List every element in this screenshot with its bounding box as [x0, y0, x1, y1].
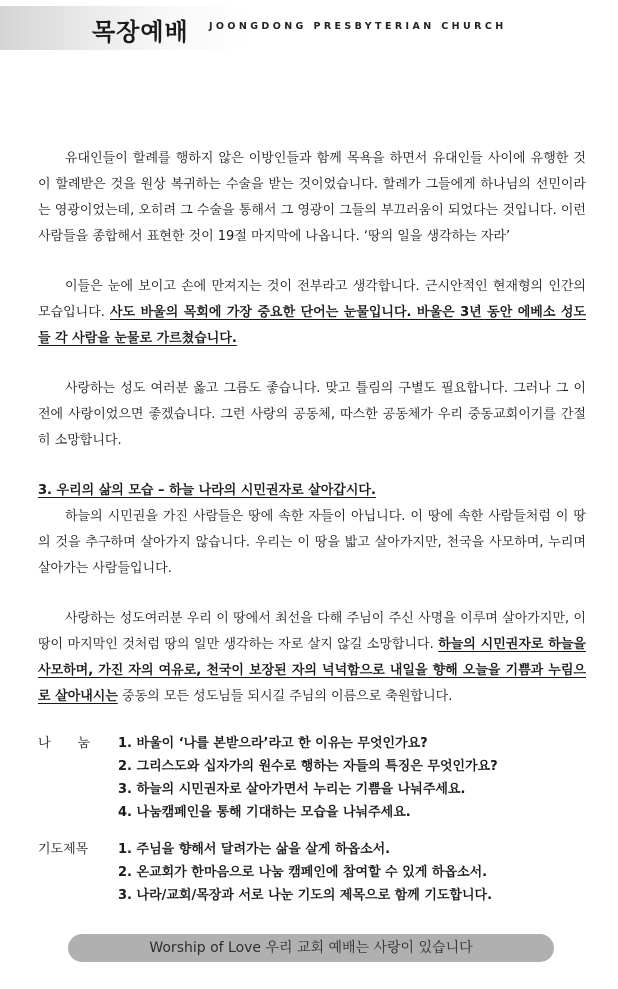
sharing-list	[118, 732, 598, 824]
paragraph-5-tail: 중동의 모든 성도님들 되시길 주님의 이름으로 축원합니다.	[117, 689, 453, 704]
prayer-list	[118, 838, 598, 907]
sharing-item: 3. 하늘의 시민권자로 살아가면서 누리는 기쁨을 나눠주세요.	[118, 782, 466, 797]
sharing-section	[38, 732, 598, 824]
paragraph-5	[38, 606, 586, 710]
prayer-label: 기도제목	[38, 842, 89, 857]
paragraph-2-emphasis: 사도 바울의 목회에 가장 중요한 단어는 눈물입니다. 바울은 3년 동안 에베소 성도들 각 사람을 눈물로 가르쳤습니다.	[38, 305, 586, 346]
paragraph-2	[38, 274, 586, 352]
sharing-item: 1. 바울이 ‘나를 본받으라’라고 한 이유는 무엇인가요?	[118, 736, 428, 751]
sharing-item: 4. 나눔캠페인을 통해 기대하는 모습을 나눠주세요.	[118, 805, 411, 820]
header-subtitle: JOONGDONG PRESBYTERIAN CHURCH	[209, 21, 507, 32]
prayer-section	[38, 838, 598, 907]
sharing-item: 2. 그리스도와 십자가의 원수로 행하는 자들의 특징은 무엇인가요?	[118, 759, 498, 774]
paragraph-5-text: 사랑하는 성도여러분 우리 이 땅에서 최선을 다해 주님이 주신 사명을 이루며 살아가지만, 이 땅이 마지막인 것처럼 땅의 일만 생각하는 자로 살지 않길 소망합니다.	[38, 611, 586, 652]
paragraph-5-emphasis: 하늘의 시민권자로 하늘을 사모하며, 가진 자의 여유로, 천국이 보장된 자의 넉넉함으로 내일을 향해 오늘을 기쁨과 누림으로 살아내시는	[38, 637, 586, 704]
section-heading: 3. 우리의 삶의 모습 – 하늘 나라의 시민권자로 살아갑시다.	[38, 483, 376, 498]
footer-banner: Worship of Love 우리 교회 예배는 사랑이 있습니다	[68, 934, 554, 962]
paragraph-4: 하늘의 시민권을 가진 사람들은 땅에 속한 자들이 아닙니다. 이 땅에 속한 사람들처럼 이 땅의 것을 추구하며 살아가지 않습니다. 우리는 이 땅을 밟고 살아가지만, 천국을 사모하며, 누리며 살아가는 사람들입니다.	[38, 509, 586, 576]
sermon-body	[38, 146, 586, 734]
prayer-item: 1. 주님을 향해서 달려가는 삶을 살게 하옵소서.	[118, 842, 391, 857]
paragraph-2-text: 이들은 눈에 보이고 손에 만져지는 것이 전부라고 생각합니다. 근시안적인 현재형의 인간의 모습입니다.	[38, 279, 586, 320]
paragraph-3: 사랑하는 성도 여러분 옳고 그름도 좋습니다. 맞고 틀림의 구별도 필요합니다. 그러나 그 이전에 사랑이었으면 좋겠습니다. 그런 사랑의 공동체, 따스한 공동체가 우리 중동교회이기를 간절히 소망합니다.	[38, 381, 586, 448]
paragraph-1: 유대인들이 할례를 행하지 않은 이방인들과 함께 목욕을 하면서 유대인들 사이에 유행한 것이 할례받은 것을 원상 복귀하는 수술을 받는 것이었습니다. 할례가 그들에게 하나님의 선민이라는 영광이었는데, 오히려 그 수술을 통해서 그 영광이 그들의 부끄러움이 되었다는 것입니다. 이런 사람들을 종합해서 표현한 것이 19절 마지막에 나옵니다. ‘땅의 일을 생각하는 자라’	[38, 151, 586, 244]
page-header	[0, 0, 618, 62]
prayer-item: 3. 나라/교회/목장과 서로 나눈 기도의 제목으로 함께 기도합니다.	[118, 888, 493, 903]
header-title: 목장예배	[92, 18, 189, 46]
prayer-item: 2. 온교회가 한마음으로 나눔 캠페인에 참여할 수 있게 하옵소서.	[118, 865, 488, 880]
sharing-label: 나눔	[38, 736, 118, 751]
